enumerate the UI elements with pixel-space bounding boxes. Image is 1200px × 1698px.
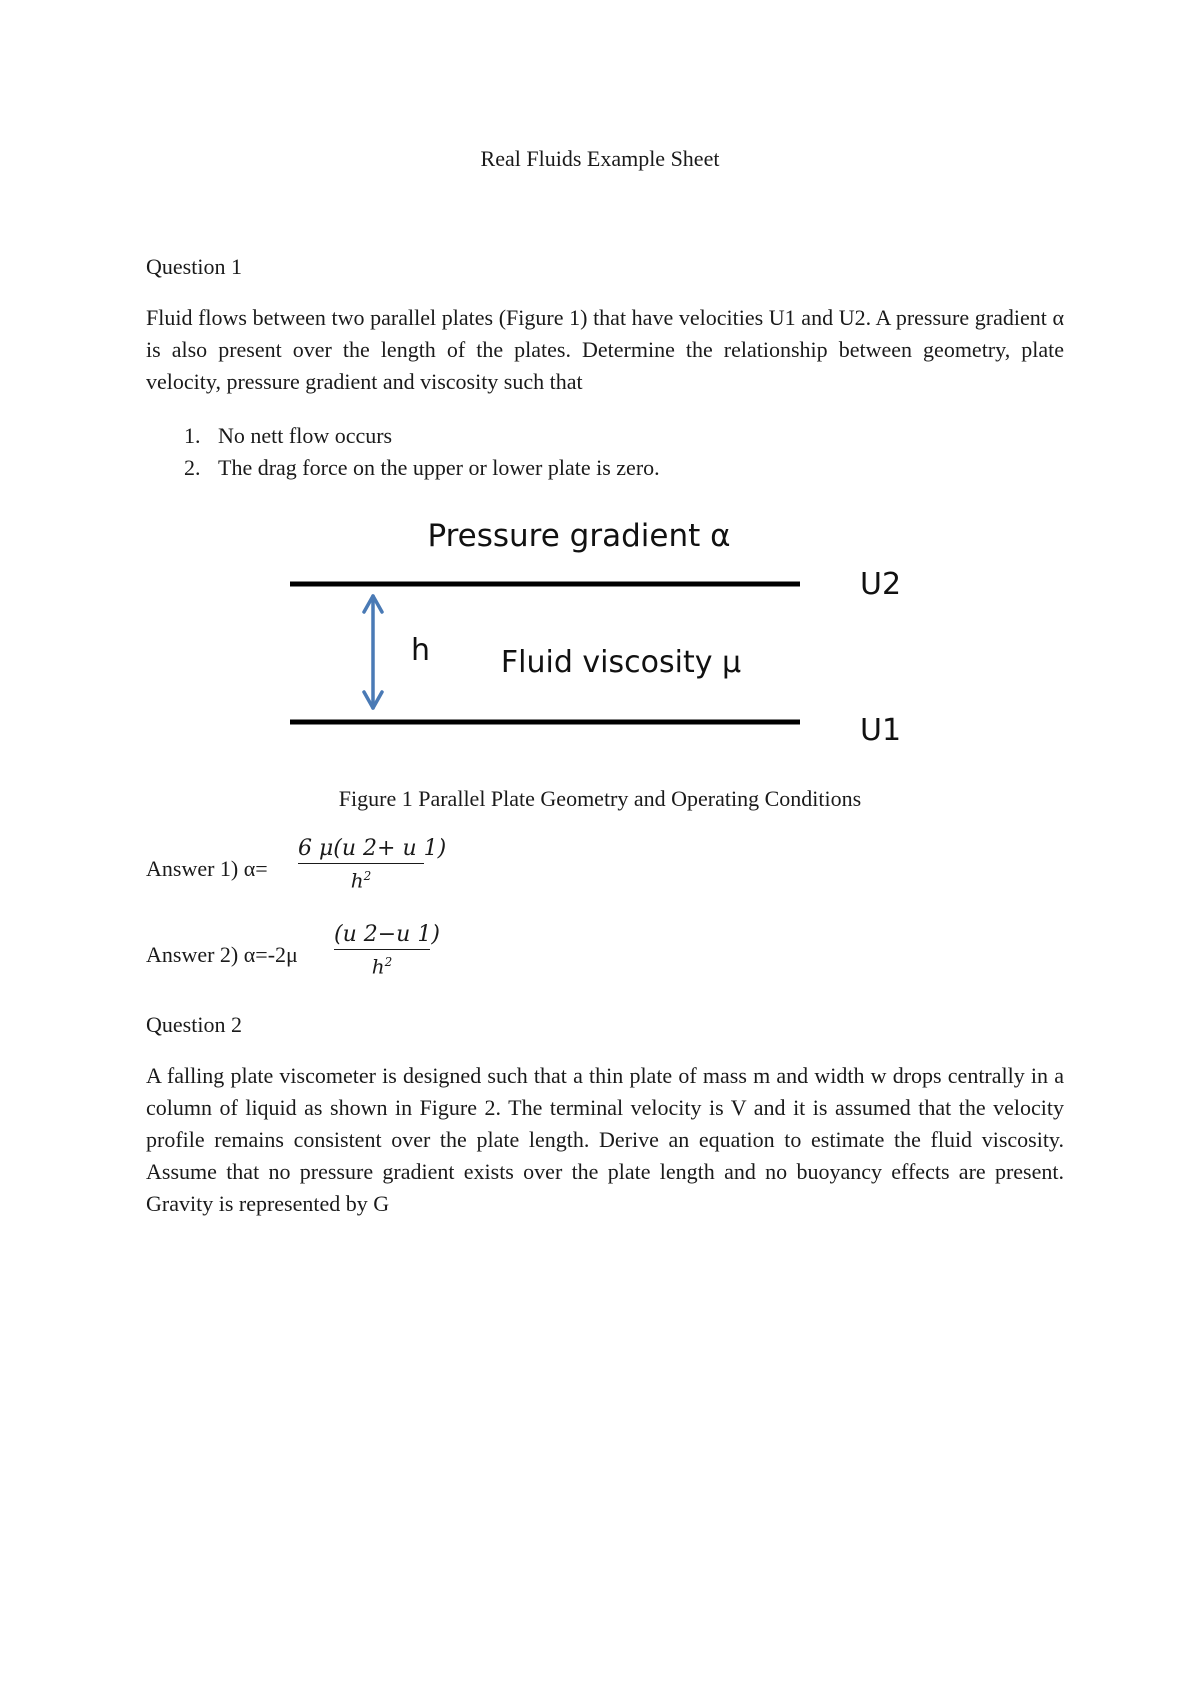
gap-arrow-icon bbox=[364, 596, 382, 708]
answer-1-fraction bbox=[298, 836, 447, 893]
list-item bbox=[146, 452, 660, 484]
list-item-number: 1. bbox=[184, 423, 201, 448]
figure-1-caption: Figure 1 Parallel Plate Geometry and Operating Conditions bbox=[338, 786, 862, 811]
parallel-plate-figure bbox=[0, 500, 1200, 770]
pressure-gradient-label: Pressure gradient α bbox=[427, 518, 731, 554]
answer-2-numerator: (u 2−u 1) bbox=[334, 922, 440, 947]
answer-1-denominator: $h^2$ bbox=[350, 868, 372, 893]
question-1-text: Fluid flows between two parallel plates (Figure 1) that have velocities U1 and U2. A pressure gradient α is also present over the length of the plates. Determine the relationship between geometry, plate velocity, pressure gradient and viscosity such that bbox=[146, 305, 1064, 394]
answer-2-denominator: $h^2$ bbox=[371, 954, 393, 979]
fluid-viscosity-label: Fluid viscosity μ bbox=[500, 645, 742, 680]
question-2-text: A falling plate viscometer is designed such that a thin plate of mass m and width w drops centrally in a column of liquid as shown in Figure 2. The terminal velocity is V and it is assumed that the velocity profile remains consistent over the plate length. Derive an equation to estimate the fluid viscosity. Assume that no pressure gradient exists over the plate length and no buoyancy effects are present. Gravity is represented by G bbox=[146, 1063, 1064, 1216]
answer-2-fraction bbox=[334, 922, 440, 979]
answer-2-label: Answer 2) α=-2μ bbox=[146, 942, 298, 967]
question-2-heading: Question 2 bbox=[146, 1012, 242, 1037]
list-item-number: 2. bbox=[184, 455, 201, 480]
upper-plate-velocity-label: U2 bbox=[860, 567, 902, 602]
answer-1-label: Answer 1) α= bbox=[146, 856, 268, 881]
question-1-list bbox=[146, 420, 660, 484]
question-1-heading: Question 1 bbox=[146, 254, 242, 279]
lower-plate-velocity-label: U1 bbox=[860, 713, 902, 748]
answer-1-numerator: 6 μ(u 2+ u 1) bbox=[298, 836, 447, 861]
list-item-text: No nett flow occurs bbox=[218, 423, 393, 448]
page-title: Real Fluids Example Sheet bbox=[480, 146, 720, 171]
list-item bbox=[146, 420, 660, 452]
list-item-text: The drag force on the upper or lower plate is zero. bbox=[218, 455, 660, 480]
gap-height-label: h bbox=[411, 633, 431, 668]
